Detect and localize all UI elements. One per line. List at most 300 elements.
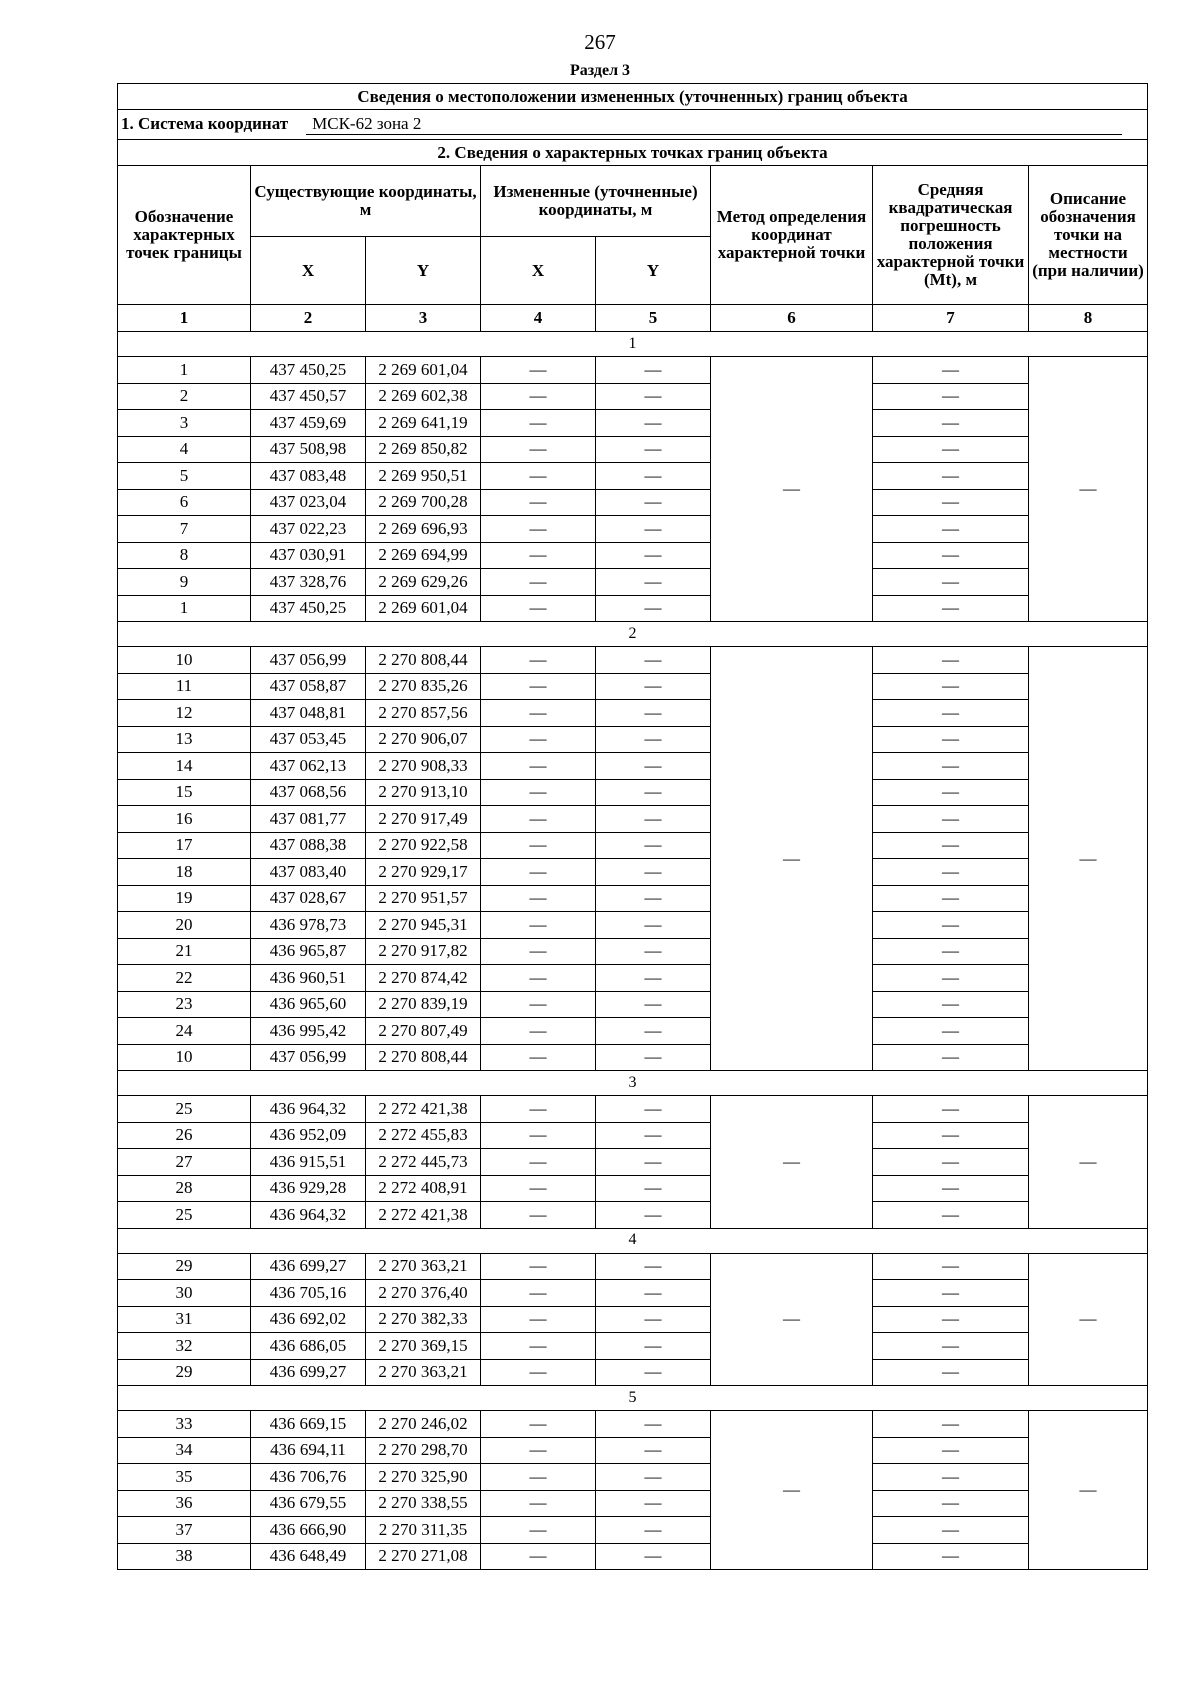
- header-point-designation: Обозначение характерных точек границы: [118, 166, 251, 305]
- changed-y: —: [596, 489, 711, 516]
- point-number: 18: [118, 859, 251, 886]
- contour-header-row: [118, 1228, 1148, 1253]
- changed-y: —: [596, 569, 711, 596]
- existing-x: 437 056,99: [251, 647, 366, 674]
- error-value: —: [873, 1306, 1029, 1333]
- table-row: [118, 489, 1148, 516]
- existing-y: 2 270 807,49: [366, 1018, 481, 1045]
- changed-y: —: [596, 1044, 711, 1071]
- table-row: [118, 1280, 1148, 1307]
- error-value: —: [873, 726, 1029, 753]
- error-value: —: [873, 1490, 1029, 1517]
- error-value: —: [873, 779, 1029, 806]
- table-caption: Сведения о местоположении измененных (уточненных) границ объекта: [118, 84, 1148, 110]
- contour-label: 2: [118, 622, 1148, 647]
- error-value: —: [873, 938, 1029, 965]
- table-row: [118, 410, 1148, 437]
- error-value: —: [873, 1096, 1029, 1123]
- existing-x: 436 964,32: [251, 1096, 366, 1123]
- existing-x: 437 508,98: [251, 436, 366, 463]
- changed-x: —: [481, 832, 596, 859]
- description-value: —: [1029, 357, 1148, 622]
- existing-y: 2 270 311,35: [366, 1517, 481, 1544]
- existing-x: 437 459,69: [251, 410, 366, 437]
- existing-x: 437 056,99: [251, 1044, 366, 1071]
- table-row: [118, 938, 1148, 965]
- existing-x: 437 083,40: [251, 859, 366, 886]
- existing-x: 436 915,51: [251, 1149, 366, 1176]
- changed-x: —: [481, 647, 596, 674]
- existing-x: 437 450,25: [251, 357, 366, 384]
- point-number: 20: [118, 912, 251, 939]
- point-number: 10: [118, 647, 251, 674]
- existing-x: 437 028,67: [251, 885, 366, 912]
- col-number: 6: [711, 305, 873, 332]
- existing-y: 2 270 376,40: [366, 1280, 481, 1307]
- existing-y: 2 270 382,33: [366, 1306, 481, 1333]
- changed-x: —: [481, 1175, 596, 1202]
- existing-x: 437 328,76: [251, 569, 366, 596]
- table-row: [118, 1490, 1148, 1517]
- table-row: [118, 1464, 1148, 1491]
- changed-y: —: [596, 1122, 711, 1149]
- existing-y: 2 270 363,21: [366, 1253, 481, 1280]
- header-description: Описание обозначения точки на местности (при наличии): [1029, 166, 1148, 305]
- changed-x: —: [481, 569, 596, 596]
- existing-y: 2 272 408,91: [366, 1175, 481, 1202]
- error-value: —: [873, 542, 1029, 569]
- coordinate-system-row: [118, 110, 1148, 140]
- table-row: [118, 1122, 1148, 1149]
- error-value: —: [873, 1175, 1029, 1202]
- table-row: [118, 1175, 1148, 1202]
- error-value: —: [873, 1253, 1029, 1280]
- point-number: 10: [118, 1044, 251, 1071]
- table-row: [118, 357, 1148, 384]
- existing-y: 2 269 694,99: [366, 542, 481, 569]
- table-row: [118, 1517, 1148, 1544]
- table-row: [118, 1044, 1148, 1071]
- existing-x: 437 081,77: [251, 806, 366, 833]
- changed-x: —: [481, 1411, 596, 1438]
- point-number: 26: [118, 1122, 251, 1149]
- section-title: Раздел 3: [569, 62, 631, 79]
- existing-x: 437 450,57: [251, 383, 366, 410]
- existing-x: 436 699,27: [251, 1253, 366, 1280]
- method-value: —: [711, 1253, 873, 1386]
- changed-y: —: [596, 410, 711, 437]
- point-number: 1: [118, 595, 251, 622]
- error-value: —: [873, 1437, 1029, 1464]
- existing-x: 437 030,91: [251, 542, 366, 569]
- existing-y: 2 269 601,04: [366, 357, 481, 384]
- existing-y: 2 269 601,04: [366, 595, 481, 622]
- table-row: [118, 516, 1148, 543]
- existing-x: 436 978,73: [251, 912, 366, 939]
- changed-y: —: [596, 1543, 711, 1570]
- changed-y: —: [596, 912, 711, 939]
- existing-y: 2 270 271,08: [366, 1543, 481, 1570]
- table-row: [118, 1411, 1148, 1438]
- changed-y: —: [596, 1280, 711, 1307]
- changed-y: —: [596, 595, 711, 622]
- table-row: [118, 436, 1148, 463]
- table-row: [118, 965, 1148, 992]
- error-value: —: [873, 1149, 1029, 1176]
- error-value: —: [873, 859, 1029, 886]
- existing-y: 2 270 808,44: [366, 1044, 481, 1071]
- existing-y: 2 270 246,02: [366, 1411, 481, 1438]
- changed-y: —: [596, 436, 711, 463]
- changed-x: —: [481, 1253, 596, 1280]
- existing-x: 436 692,02: [251, 1306, 366, 1333]
- point-number: 29: [118, 1253, 251, 1280]
- point-number: 23: [118, 991, 251, 1018]
- point-number: 15: [118, 779, 251, 806]
- existing-y: 2 270 338,55: [366, 1490, 481, 1517]
- existing-x: 436 960,51: [251, 965, 366, 992]
- changed-x: —: [481, 779, 596, 806]
- description-value: —: [1029, 1096, 1148, 1229]
- col-number: 5: [596, 305, 711, 332]
- existing-y: 2 270 906,07: [366, 726, 481, 753]
- col-number: 7: [873, 305, 1029, 332]
- error-value: —: [873, 1202, 1029, 1229]
- changed-x: —: [481, 410, 596, 437]
- existing-x: 437 068,56: [251, 779, 366, 806]
- existing-x: 436 648,49: [251, 1543, 366, 1570]
- table-row: [118, 806, 1148, 833]
- table-row: [118, 726, 1148, 753]
- point-number: 21: [118, 938, 251, 965]
- changed-x: —: [481, 595, 596, 622]
- coordinate-system-label: 1. Система координат: [121, 114, 289, 133]
- error-value: —: [873, 436, 1029, 463]
- error-value: —: [873, 1543, 1029, 1570]
- header-existing-x: X: [251, 237, 366, 305]
- changed-y: —: [596, 463, 711, 490]
- changed-x: —: [481, 516, 596, 543]
- header-existing-coords: Существующие координаты, м: [251, 166, 481, 237]
- existing-y: 2 270 945,31: [366, 912, 481, 939]
- existing-x: 437 083,48: [251, 463, 366, 490]
- changed-x: —: [481, 357, 596, 384]
- changed-x: —: [481, 700, 596, 727]
- changed-y: —: [596, 542, 711, 569]
- changed-x: —: [481, 673, 596, 700]
- error-value: —: [873, 383, 1029, 410]
- point-number: 22: [118, 965, 251, 992]
- changed-x: —: [481, 1149, 596, 1176]
- header-changed-y: Y: [596, 237, 711, 305]
- changed-x: —: [481, 1044, 596, 1071]
- existing-x: 436 965,60: [251, 991, 366, 1018]
- changed-x: —: [481, 1437, 596, 1464]
- point-number: 25: [118, 1202, 251, 1229]
- changed-x: —: [481, 965, 596, 992]
- changed-y: —: [596, 965, 711, 992]
- point-number: 1: [118, 357, 251, 384]
- existing-x: 437 022,23: [251, 516, 366, 543]
- table-row: [118, 542, 1148, 569]
- coordinate-system-value: МСК-62 зона 2: [306, 114, 1122, 135]
- existing-x: 436 705,16: [251, 1280, 366, 1307]
- changed-x: —: [481, 1517, 596, 1544]
- changed-x: —: [481, 1096, 596, 1123]
- existing-y: 2 272 455,83: [366, 1122, 481, 1149]
- error-value: —: [873, 806, 1029, 833]
- error-value: —: [873, 965, 1029, 992]
- changed-y: —: [596, 806, 711, 833]
- changed-y: —: [596, 1096, 711, 1123]
- existing-x: 437 023,04: [251, 489, 366, 516]
- existing-y: 2 270 325,90: [366, 1464, 481, 1491]
- changed-y: —: [596, 859, 711, 886]
- existing-y: 2 272 421,38: [366, 1096, 481, 1123]
- boundary-points-table: [117, 83, 1148, 1570]
- error-value: —: [873, 1464, 1029, 1491]
- method-value: —: [711, 357, 873, 622]
- existing-x: 436 699,27: [251, 1359, 366, 1386]
- point-number: 9: [118, 569, 251, 596]
- changed-y: —: [596, 673, 711, 700]
- changed-y: —: [596, 1253, 711, 1280]
- point-number: 30: [118, 1280, 251, 1307]
- existing-x: 436 929,28: [251, 1175, 366, 1202]
- existing-x: 437 048,81: [251, 700, 366, 727]
- table-row: [118, 1253, 1148, 1280]
- existing-y: 2 269 850,82: [366, 436, 481, 463]
- existing-y: 2 270 839,19: [366, 991, 481, 1018]
- error-value: —: [873, 1122, 1029, 1149]
- table-row: [118, 779, 1148, 806]
- existing-y: 2 269 641,19: [366, 410, 481, 437]
- changed-x: —: [481, 859, 596, 886]
- col-number: 2: [251, 305, 366, 332]
- point-number: 32: [118, 1333, 251, 1360]
- existing-x: 436 694,11: [251, 1437, 366, 1464]
- existing-x: 437 053,45: [251, 726, 366, 753]
- changed-x: —: [481, 912, 596, 939]
- existing-x: 436 965,87: [251, 938, 366, 965]
- changed-x: —: [481, 1202, 596, 1229]
- existing-y: 2 272 421,38: [366, 1202, 481, 1229]
- existing-y: 2 270 369,15: [366, 1333, 481, 1360]
- error-value: —: [873, 647, 1029, 674]
- changed-y: —: [596, 1306, 711, 1333]
- error-value: —: [873, 832, 1029, 859]
- existing-x: 436 669,15: [251, 1411, 366, 1438]
- point-number: 14: [118, 753, 251, 780]
- changed-x: —: [481, 489, 596, 516]
- changed-x: —: [481, 1306, 596, 1333]
- existing-y: 2 270 917,82: [366, 938, 481, 965]
- changed-y: —: [596, 1175, 711, 1202]
- existing-y: 2 270 808,44: [366, 647, 481, 674]
- table-row: [118, 859, 1148, 886]
- contour-label: 5: [118, 1386, 1148, 1411]
- existing-x: 437 062,13: [251, 753, 366, 780]
- point-number: 25: [118, 1096, 251, 1123]
- error-value: —: [873, 1333, 1029, 1360]
- contour-header-row: [118, 1071, 1148, 1096]
- changed-x: —: [481, 753, 596, 780]
- table-row: [118, 673, 1148, 700]
- table-row: [118, 912, 1148, 939]
- changed-x: —: [481, 436, 596, 463]
- point-number: 28: [118, 1175, 251, 1202]
- changed-y: —: [596, 357, 711, 384]
- point-number: 24: [118, 1018, 251, 1045]
- table-row: [118, 569, 1148, 596]
- point-number: 12: [118, 700, 251, 727]
- changed-y: —: [596, 647, 711, 674]
- existing-y: 2 269 696,93: [366, 516, 481, 543]
- error-value: —: [873, 489, 1029, 516]
- error-value: —: [873, 410, 1029, 437]
- changed-y: —: [596, 1490, 711, 1517]
- changed-x: —: [481, 1018, 596, 1045]
- changed-x: —: [481, 1490, 596, 1517]
- changed-y: —: [596, 885, 711, 912]
- error-value: —: [873, 912, 1029, 939]
- changed-y: —: [596, 1018, 711, 1045]
- error-value: —: [873, 1044, 1029, 1071]
- col-number: 3: [366, 305, 481, 332]
- point-number: 2: [118, 383, 251, 410]
- contour-label: 1: [118, 332, 1148, 357]
- existing-y: 2 269 629,26: [366, 569, 481, 596]
- point-number: 29: [118, 1359, 251, 1386]
- changed-x: —: [481, 938, 596, 965]
- existing-y: 2 270 913,10: [366, 779, 481, 806]
- changed-y: —: [596, 1359, 711, 1386]
- error-value: —: [873, 1517, 1029, 1544]
- col-number: 8: [1029, 305, 1148, 332]
- changed-x: —: [481, 726, 596, 753]
- error-value: —: [873, 463, 1029, 490]
- col-number: 4: [481, 305, 596, 332]
- point-number: 16: [118, 806, 251, 833]
- table-row: [118, 991, 1148, 1018]
- changed-x: —: [481, 1464, 596, 1491]
- existing-y: 2 270 908,33: [366, 753, 481, 780]
- changed-y: —: [596, 1333, 711, 1360]
- existing-y: 2 270 857,56: [366, 700, 481, 727]
- changed-y: —: [596, 516, 711, 543]
- point-number: 8: [118, 542, 251, 569]
- error-value: —: [873, 885, 1029, 912]
- changed-x: —: [481, 806, 596, 833]
- existing-x: 436 995,42: [251, 1018, 366, 1045]
- point-number: 35: [118, 1464, 251, 1491]
- point-number: 33: [118, 1411, 251, 1438]
- contour-header-row: [118, 332, 1148, 357]
- existing-y: 2 270 298,70: [366, 1437, 481, 1464]
- point-number: 6: [118, 489, 251, 516]
- contour-label: 3: [118, 1071, 1148, 1096]
- changed-x: —: [481, 1359, 596, 1386]
- error-value: —: [873, 753, 1029, 780]
- changed-y: —: [596, 1464, 711, 1491]
- point-number: 19: [118, 885, 251, 912]
- existing-y: 2 269 602,38: [366, 383, 481, 410]
- error-value: —: [873, 357, 1029, 384]
- point-number: 27: [118, 1149, 251, 1176]
- header-existing-y: Y: [366, 237, 481, 305]
- existing-x: 436 686,05: [251, 1333, 366, 1360]
- changed-x: —: [481, 383, 596, 410]
- existing-y: 2 270 917,49: [366, 806, 481, 833]
- error-value: —: [873, 569, 1029, 596]
- changed-y: —: [596, 991, 711, 1018]
- changed-y: —: [596, 700, 711, 727]
- point-number: 11: [118, 673, 251, 700]
- point-number: 38: [118, 1543, 251, 1570]
- point-number: 3: [118, 410, 251, 437]
- existing-x: 436 952,09: [251, 1122, 366, 1149]
- table-row: [118, 832, 1148, 859]
- error-value: —: [873, 991, 1029, 1018]
- existing-x: 436 666,90: [251, 1517, 366, 1544]
- description-value: —: [1029, 647, 1148, 1071]
- error-value: —: [873, 595, 1029, 622]
- table-row: [118, 595, 1148, 622]
- table-row: [118, 463, 1148, 490]
- changed-x: —: [481, 1122, 596, 1149]
- table-row: [118, 1543, 1148, 1570]
- point-number: 34: [118, 1437, 251, 1464]
- table-row: [118, 1018, 1148, 1045]
- point-number: 13: [118, 726, 251, 753]
- existing-y: 2 269 700,28: [366, 489, 481, 516]
- contour-label: 4: [118, 1228, 1148, 1253]
- point-number: 36: [118, 1490, 251, 1517]
- existing-y: 2 270 922,58: [366, 832, 481, 859]
- changed-y: —: [596, 1411, 711, 1438]
- changed-y: —: [596, 1437, 711, 1464]
- points-subcaption: 2. Сведения о характерных точках границ объекта: [118, 140, 1148, 166]
- changed-x: —: [481, 885, 596, 912]
- method-value: —: [711, 647, 873, 1071]
- table-row: [118, 1437, 1148, 1464]
- table-row: [118, 1359, 1148, 1386]
- point-number: 17: [118, 832, 251, 859]
- header-method: Метод определения координат характерной точки: [711, 166, 873, 305]
- existing-y: 2 270 929,17: [366, 859, 481, 886]
- changed-x: —: [481, 1543, 596, 1570]
- table-row: [118, 1202, 1148, 1229]
- existing-x: 436 706,76: [251, 1464, 366, 1491]
- table-row: [118, 700, 1148, 727]
- error-value: —: [873, 1411, 1029, 1438]
- table-row: [118, 383, 1148, 410]
- changed-x: —: [481, 1333, 596, 1360]
- error-value: —: [873, 700, 1029, 727]
- existing-y: 2 272 445,73: [366, 1149, 481, 1176]
- changed-y: —: [596, 383, 711, 410]
- description-value: —: [1029, 1253, 1148, 1386]
- changed-x: —: [481, 991, 596, 1018]
- page-number: 267: [584, 30, 616, 54]
- point-number: 37: [118, 1517, 251, 1544]
- table-row: [118, 753, 1148, 780]
- method-value: —: [711, 1096, 873, 1229]
- existing-x: 436 679,55: [251, 1490, 366, 1517]
- error-value: —: [873, 1359, 1029, 1386]
- changed-x: —: [481, 463, 596, 490]
- col-number: 1: [118, 305, 251, 332]
